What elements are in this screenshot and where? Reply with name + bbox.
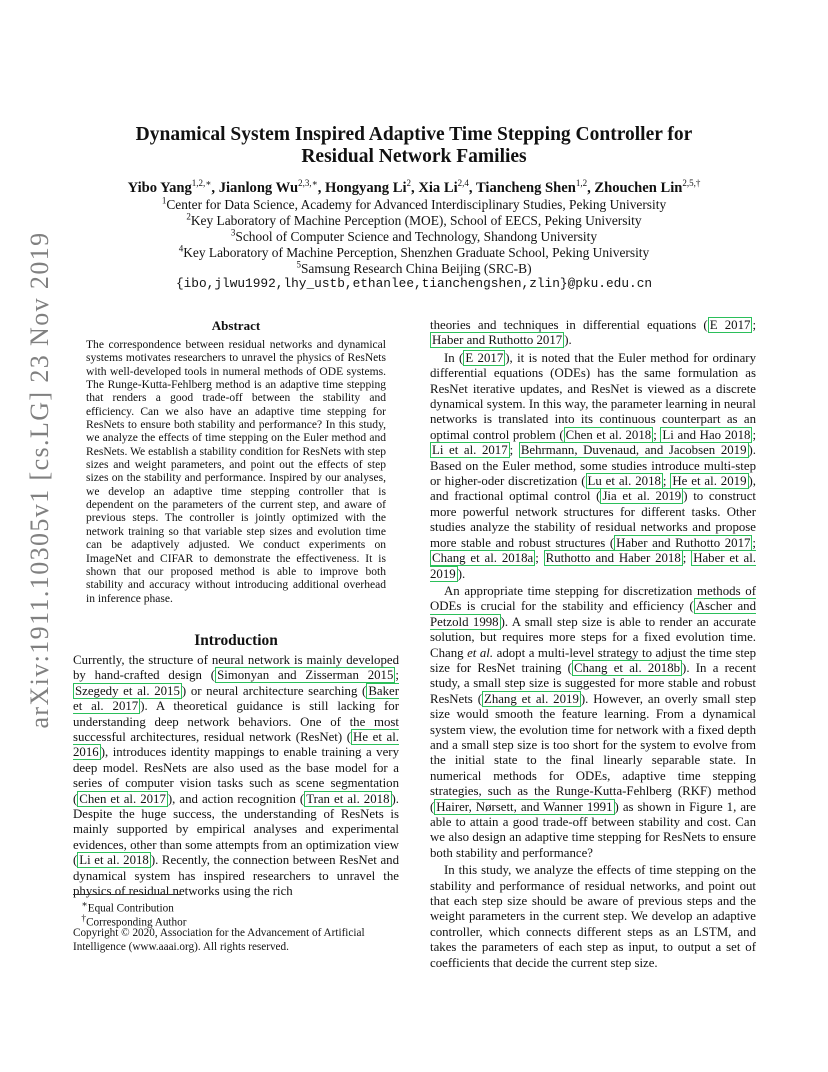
footnote-rule [73,894,181,895]
footnote-corresponding: †Corresponding Author [81,914,187,929]
author-name: Yibo Yang [127,180,192,196]
citation-link[interactable]: Szegedy et al. 2015 [75,683,180,698]
author-name: Zhouchen Lin [594,180,683,196]
citation-link[interactable]: Haber et al. 2019 [430,551,757,581]
italic-text: et al. [467,645,494,660]
introduction-heading: Introduction [194,632,278,649]
right-paragraph-0: theories and techniques in differential equations ( E 2017 ; Haber and Ruthotto 2017 ). [430,318,757,348]
citation-link[interactable]: Chen et al. 2018 [565,427,652,442]
footnote-equal: ∗Equal Contribution [81,900,174,915]
citation-link[interactable]: Hairer, Nørsett, and Wanner 1991 [436,799,613,814]
paper-title [60,124,768,168]
citation-link[interactable]: Baker et al. 2017 [73,683,399,714]
citation-link[interactable]: Behrmann, Duvenaud, and Jacobsen 2019 [520,443,747,458]
author-name: Hongyang Li [325,180,407,196]
citation-link[interactable]: Ascher and Petzold 1998 [430,599,756,629]
citation-link[interactable]: Ruthotto and Haber 2018 [545,551,681,566]
citation-link[interactable]: Tran et al. 2018 [306,791,390,806]
affiliation-5: $^5$Samsung Research China Beijing (SRC-B) [296,259,532,276]
author-name: Tiancheng Shen [475,180,576,196]
citation-link[interactable]: He et al. 2016 [73,730,399,760]
right-paragraph-1: In ( E 2017 ), it is noted that the Euler method for ordinary differential equations (ODEs) has the same formulation as ResNet iterative updates, and ResNet is viewed as a discrete dynamical system. In this way, the parameter learning in neural networks is translated into its continuous counterpart as an optimal control problem ( Chen et al. 2018 ; Li and Hao 2018 ; Li et al. 2017 ; Behrmann, Duvenaud, and Jacobsen 2019 ). Based on the Euler method, some studies introduce multi-step or higher-oder discretization ( Lu et al. 2018 ; He et al. 2019 ), and fractional optimal control ( Jia et al. 2019 ) to construct more powerful network structures for different tasks. Other studies analyze the stability of residual networks and propose more stable and robust structures ( Haber and Ruthotto 2017 ; Chang et al. 2018a ; Ruthotto and Haber 2018 ; Haber et al. 2019 ). [430,350,757,581]
affiliation-4: $^4$Key Laboratory of Machine Perception, Shenzhen Graduate School, Peking University [178,243,650,260]
title-line-2: Residual Network Families [301,146,527,167]
author-affiliation-marker: 1,2 [575,178,588,189]
citation-link[interactable]: Jia et al. 2019 [602,489,682,504]
citation-link[interactable]: Chang et al. 2018a [432,551,534,566]
intro-column-left [73,653,399,900]
author-affiliation-marker: 2 [406,178,412,189]
author-affiliation-marker: 2,5,† [682,178,701,189]
author-name: Jianlong Wu [218,180,299,196]
citation-link[interactable]: Chang et al. 2018b [573,660,681,675]
author-affiliation-marker: 1,2,∗ [191,178,212,189]
affiliation-2: $^2$Key Laboratory of Machine Perception (MOE), School of EECS, Peking University [186,211,642,228]
copyright-line-1: Copyright © 2020, Association for the Advancement of Artificial [73,927,365,939]
author-affiliation-marker: 2,3,∗ [298,178,318,189]
citation-link[interactable]: Zhang et al. 2019 [483,691,579,706]
abstract-heading: Abstract [211,318,261,333]
citation-link[interactable]: Li and Hao 2018 [662,427,751,442]
right-column [430,318,756,971]
author-list: Yibo Yang$^{1,2,∗}$, Jianlong $Wu^{2,3,∗}$, Hongyang Li$^2$, Xia Li$^{2,4}$, Tiancheng Shen$^{1,2}$, Zhouchen Lin$^{2,5,\dagger}$ [127,178,701,196]
right-paragraph-2: An appropriate time stepping for discretization methods of ODEs is crucial for the stability and efficiency ( Ascher and Petzold 1998 ). A small step size is able to render an accurate solution, but requires more steps for a fixed evolution time. Chang et al. adopt a multi-level strategy to adjust the time step size for ResNet training ( Chang et al. 2018b ). In a recent study, a small step size is suggested for more stable and robust ResNets ( Zhang et al. 2019 ). However, an overly small step size would smooth the feature learning. From a dynamical system view, the evolution time for network with a fixed depth and a small step size is too short for the system to evolve from the initial state to the final linearly separable state. In numerical methods for ODEs, adaptive time stepping strategies, such as the Runge-Kutta-Fehlberg (RKF) method ( Hairer, Nørsett, and Wanner 1991 ) as shown in Figure 1, are able to attain a good trade-off between stability and cost. Can we also design an adaptive time stepping for ResNets to ensure both stability and performance? [430,583,757,860]
affiliation-3: $^3$School of Computer Science and Technology, Shandong University [230,227,598,244]
title-line-1: Dynamical System Inspired Adaptive Time Stepping Controller for [135,124,693,145]
citation-link[interactable]: Haber and Ruthotto 2017 [432,333,563,348]
citation-link[interactable]: Li et al. 2018 [79,853,149,868]
copyright-line-2: Intelligence (www.aaai.org). All rights reserved. [73,941,289,953]
citation-link[interactable]: Lu et al. 2018 [587,474,661,489]
author-name: Xia Li [418,180,458,196]
citation-link[interactable]: Li et al. 2017 [432,443,508,458]
citation-link[interactable]: E 2017 [465,350,504,365]
author-emails: {ibo,jlwu1992,lhy_ustb,ethanlee,tianchengshen,zlin}@pku.edu.cn [175,276,653,291]
citation-link[interactable]: E 2017 [709,318,751,332]
citation-link[interactable]: Simonyan and Zisserman 2015 [217,668,394,683]
abstract-text: The correspondence between residual networks and dynamical systems motivates researchers to unravel the physics of ResNets with well-developed tools in numeral methods of ODE systems. The Runge-Kutta-Fehlberg method is an adaptive time stepping that renders a good trade-off between the stability and efficiency. Can we also have an adaptive time stepping for ResNets to ensure both stability and performance? In this study, we analyze the effects of time stepping on the Euler method and ResNets. We establish a stability condition for ResNets with step sizes and weight parameters, and point out the effects of step sizes on the stability and performance. Inspired by our analyses, we develop an adaptive time stepping controller that is dependent on the parameters of the current step, and aware of previous steps. The controller is jointly optimized with the network training so that variable step sizes and evolution time can be adaptively adjusted. We conduct experiments on ImageNet and CIFAR to demonstrate the effectiveness. It is shown that our proposed method is able to improve both stability and accuracy without introducing additional overhead in inference phase. [86,339,386,605]
author-affiliation-marker: 2,4 [457,178,469,189]
citation-link[interactable]: Haber and Ruthotto 2017 [616,535,751,550]
citation-link[interactable]: Chen et al. 2017 [79,791,166,806]
citation-link[interactable]: He et al. 2019 [672,474,747,489]
right-paragraph-3: In this study, we analyze the effects of time stepping on the stability and performance of residual networks, and point out that each step size should be aware of previous steps and the weight parameters in the current step. We develop an adaptive controller, which connects different steps as an LSTM, and takes the parameters of each step as input, to output a set of coefficients that decide the current step size. [430,863,756,970]
arxiv-side-stamp: arXiv:1911.10305v1 [cs.LG] 23 Nov 2019 [25,231,54,729]
intro-paragraph-1: Currently, the structure of neural network is mainly developed by hand-crafted design ( Simonyan and Zisserman 2015 ; Szegedy et al. 2015 ) or neural architecture searching ( Baker et al. 2017 ). A theoretical guidance is still lacking for understanding deep network behaviors. One of the most successful architectures, residual network (ResNet) ( He et al. 2016 ), introduces identity mappings to enable training a very deep model. ResNets are also used as the base model for a series of computer vision tasks such as scene segmentation ( Chen et al. 2017 ), and action recognition ( Tran et al. 2018 ). Despite the huge success, the understanding of ResNets is mainly supported by empirical analyses and experimental evidences, other than some attempts from an optimization view ( Li et al. 2018 ). Recently, the connection between ResNet and dynamical system has inspired researchers to unravel the physics of residual networks using the rich [73,653,400,899]
affiliation-1: $^1$Center for Data Science, Academy for Advanced Interdisciplinary Studies, Peking University [161,195,667,212]
